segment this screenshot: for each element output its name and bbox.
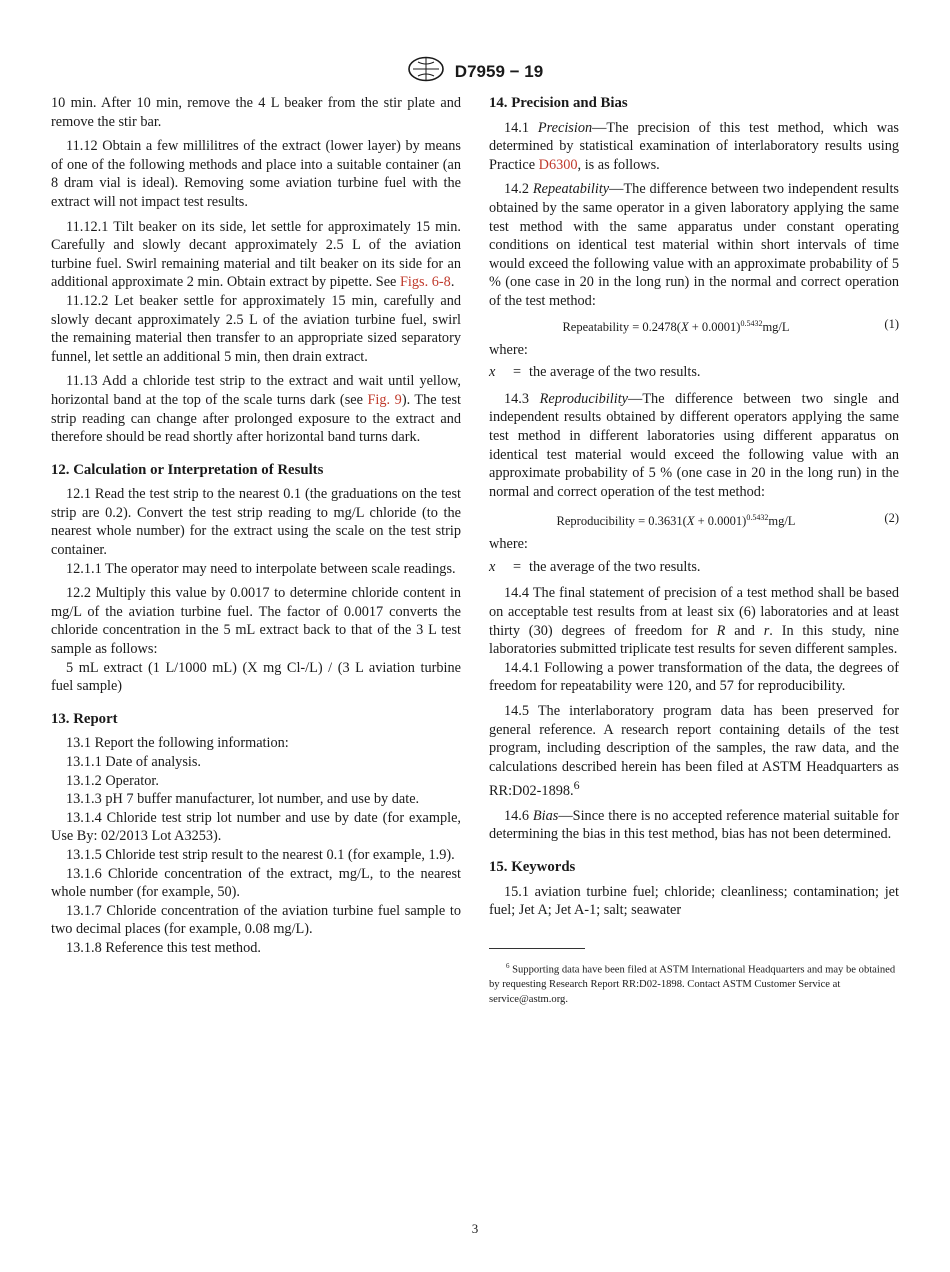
variable-definition: x = the average of the two results. bbox=[489, 364, 701, 381]
paragraph-11-12-1: 11.12.1 Tilt beaker on its side, let settle for approximately 15 min. Carefully and slowly decant approximately 2.5 L of the aviation turbine fuel. Swirl remaining material and tilt beaker on its side for an additional approximate 2 min. Obtain extract by pipette. See Figs. 6-8. bbox=[51, 218, 461, 291]
astm-logo-icon bbox=[407, 56, 445, 87]
report-item: 13.1.3 pH 7 buffer manufacturer, lot number, and use by date. bbox=[66, 791, 420, 808]
paragraph-12-1: 12.1 Read the test strip to the nearest 0.1 (the graduations on the test strip are 0.2). Convert the test strip reading to mg/L chloride (to the nearest whole number) for the extract using the scale on the test strip container. bbox=[51, 486, 461, 559]
report-item: 13.1.8 Reference this test method. bbox=[66, 939, 261, 956]
report-item: 13.1.5 Chloride test strip result to the nearest 0.1 (for example, 1.9). bbox=[66, 846, 455, 863]
paragraph-14-5: 14.5 The interlaboratory program data has been preserved for general reference. A research report containing details of the test program, including description of the samples, the raw data, and the calculations described herein has been filed at ASTM Headquarters as RR:D02-1898.$^6$ bbox=[489, 703, 899, 800]
where-label: where: bbox=[489, 341, 528, 358]
paragraph-12-1-1: 12.1.1 The operator may need to interpolate between scale readings. bbox=[66, 560, 456, 577]
equation-2: Reproducibility = $0.3631(X + 0.0001)^{0.5432}mg/L$ (2) bbox=[489, 507, 899, 529]
paragraph-14-2: 14.2 Repeatability—The difference between two independent results obtained by the same operator in a given laboratory applying the same test method with the same apparatus under constant operating conditions on identical test material within short intervals of time would exceed the following value with an approximate probability of 5 % (one case in 20 in the long run) in the normal and correct operation of the test method: bbox=[489, 181, 899, 309]
report-item: 13.1 Report the following information: bbox=[66, 735, 289, 752]
page-header bbox=[0, 56, 950, 82]
section-12-heading: 12. Calculation or Interpretation of Results bbox=[51, 461, 324, 478]
report-item: 13.1.4 Chloride test strip lot number and use by date (for example, Use By: 02/2013 Lot A3253). bbox=[51, 809, 461, 845]
paragraph-continued: 10 min. After 10 min, remove the 4 L beaker from the stir plate and remove the stir bar. bbox=[51, 95, 461, 130]
footnote-6: $^6$ Supporting data have been filed at ASTM International Headquarters and may be obtained by requesting Research Report RR:D02-1898. Contact ASTM Customer Service at service@astm.org. bbox=[489, 961, 896, 1006]
formula-line: 5 mL extract (1 L/1000 mL) (X mg Cl-/L) / (3 L aviation turbine fuel sample) bbox=[51, 659, 461, 695]
figs-6-8-link[interactable]: Figs. 6-8 bbox=[399, 274, 451, 291]
d6300-link[interactable]: D6300 bbox=[538, 156, 578, 173]
paragraph-15-1: 15.1 aviation turbine fuel; chloride; cleanliness; contamination; jet fuel; Jet A; Jet A-1; salt; seawater bbox=[489, 883, 899, 919]
paragraph-11-13: 11.13 Add a chloride test strip to the extract and wait until yellow, horizontal band at the top of the scale turns dark (see Fig. 9). The test strip reading can change after prolonged exposure to the extract and therefore should be read shortly after horizontal band turns dark. bbox=[51, 373, 462, 446]
left-column bbox=[51, 94, 461, 958]
fig-9-link[interactable]: Fig. 9 bbox=[367, 391, 402, 408]
equation-number: (2) bbox=[884, 511, 899, 526]
report-item: 13.1.7 Chloride concentration of the aviation turbine fuel sample to two decimal places (for example, 0.08 mg/L). bbox=[51, 902, 461, 938]
report-item: 13.1.6 Chloride concentration of the extract, mg/L, to the nearest whole number (for example, 50). bbox=[51, 865, 461, 901]
paragraph-14-6: 14.6 Bias—Since there is no accepted reference material suitable for determining the bias in this test method, bias has not been determined. bbox=[489, 807, 899, 843]
paragraph-14-1: 14.1 Precision—The precision of this test method, which was determined by statistical examination of interlaboratory results using Practice D6300, is as follows. bbox=[489, 119, 899, 173]
standard-designation: D7959 − 19 bbox=[454, 61, 544, 81]
paragraph-11-12-2: 11.12.2 Let beaker settle for approximately 15 min, carefully and slowly decant approximately 2.5 L of the aviation turbine fuel, swirl the remaining material then transfer to an appropriate sized separatory funnel, let settle an additional 5 min, then drain extract. bbox=[51, 292, 461, 365]
paragraph-11-12: 11.12 Obtain a few millilitres of the extract (lower layer) by means of one of the following methods and place into a suitable container (an 8 dram vial is ideal). Removing some aviation turbine fuel with the extract will not impact test results. bbox=[51, 138, 461, 210]
paragraph-12-2: 12.2 Multiply this value by 0.0017 to determine chloride content in mg/L of the aviation turbine fuel. The factor of 0.0017 converts the chloride concentration in the 5 mL extract back to that of the 3 L test sample as follows: bbox=[51, 585, 461, 658]
section-13-heading: 13. Report bbox=[51, 710, 118, 727]
variable-definition: x = the average of the two results. bbox=[489, 558, 701, 575]
footnote-rule bbox=[489, 948, 585, 949]
section-15-heading: 15. Keywords bbox=[489, 858, 576, 875]
paragraph-14-4: 14.4 The final statement of precision of a test method shall be based on acceptable test results from at least six (6) laboratories and at least thirty (30) degrees of freedom for R and r. In this study, nine laboratories submitted triplicate test results for seven different samples. bbox=[489, 585, 899, 658]
section-14-heading: 14. Precision and Bias bbox=[489, 95, 628, 111]
paragraph-14-3: 14.3 Reproducibility—The difference between two single and independent results obtained by different operators applying the same test method in different laboratories using different apparatus on identical test material would exceed the following value with an approximate probability of 5 % (one case in 20 in the long run) in the normal and correct operation of the test method: bbox=[489, 390, 899, 500]
page-number: 3 bbox=[471, 1221, 479, 1236]
equation-1: Repeatability = $0.2478(X + 0.0001)^{0.5432}mg/L$ (1) bbox=[489, 313, 899, 335]
report-item: 13.1.1 Date of analysis. bbox=[66, 754, 201, 770]
report-item: 13.1.2 Operator. bbox=[66, 772, 159, 789]
right-column bbox=[489, 94, 899, 1013]
paragraph-14-4-1: 14.4.1 Following a power transformation of the data, the degrees of freedom for repeatability were 120, and 57 for reproducibility. bbox=[489, 659, 899, 695]
equation-number: (1) bbox=[884, 316, 899, 331]
where-label: where: bbox=[489, 536, 528, 553]
